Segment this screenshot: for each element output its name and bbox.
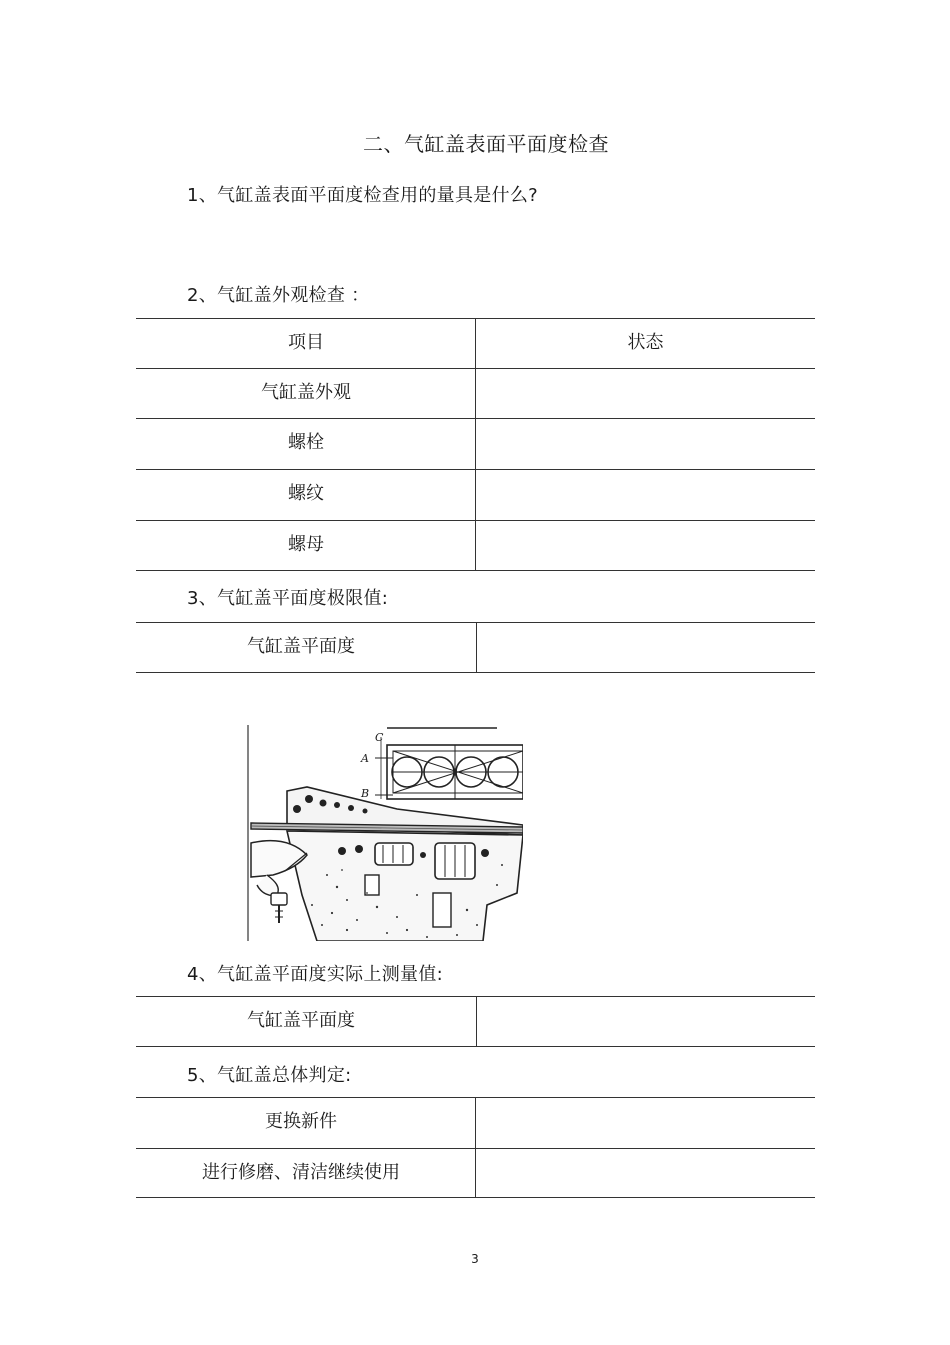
table-rule <box>136 570 815 571</box>
row-label: 气缸盖外观 <box>261 382 351 403</box>
question-3: 3、气缸盖平面度极限值: <box>187 588 389 609</box>
status-cell[interactable] <box>476 418 815 468</box>
value-cell[interactable] <box>476 996 815 1046</box>
label-a: A <box>361 752 369 765</box>
status-cell[interactable] <box>476 469 815 519</box>
row-label: 进行修磨、清洁继续使用 <box>202 1162 400 1183</box>
cylinder-head-illustration <box>247 725 523 941</box>
status-cell[interactable] <box>476 368 815 418</box>
flatness-check-figure <box>247 725 523 941</box>
row-label: 气缸盖平面度 <box>247 636 355 657</box>
label-c: C <box>375 731 384 744</box>
header-status: 状态 <box>627 332 664 353</box>
page-number: 3 <box>471 1252 479 1266</box>
row-label: 螺母 <box>288 534 324 555</box>
header-item: 项目 <box>288 332 324 353</box>
label-b: B <box>361 787 370 800</box>
value-cell[interactable] <box>476 622 815 672</box>
page-title: 二、气缸盖表面平面度检查 <box>363 132 609 156</box>
table-rule <box>136 672 815 673</box>
judgement-cell[interactable] <box>476 1097 815 1147</box>
row-label: 螺纹 <box>288 483 324 504</box>
question-5: 5、气缸盖总体判定: <box>187 1065 352 1086</box>
judgement-cell[interactable] <box>476 1148 815 1198</box>
question-1: 1、气缸盖表面平面度检查用的量具是什么? <box>187 185 539 206</box>
status-cell[interactable] <box>476 520 815 570</box>
row-label: 气缸盖平面度 <box>247 1010 355 1031</box>
row-label: 更换新件 <box>265 1111 337 1132</box>
question-2: 2、气缸盖外观检查 ： <box>187 285 370 306</box>
table-rule <box>136 1046 815 1047</box>
row-label: 螺栓 <box>288 432 324 453</box>
question-4: 4、气缸盖平面度实际上测量值: <box>187 964 444 985</box>
